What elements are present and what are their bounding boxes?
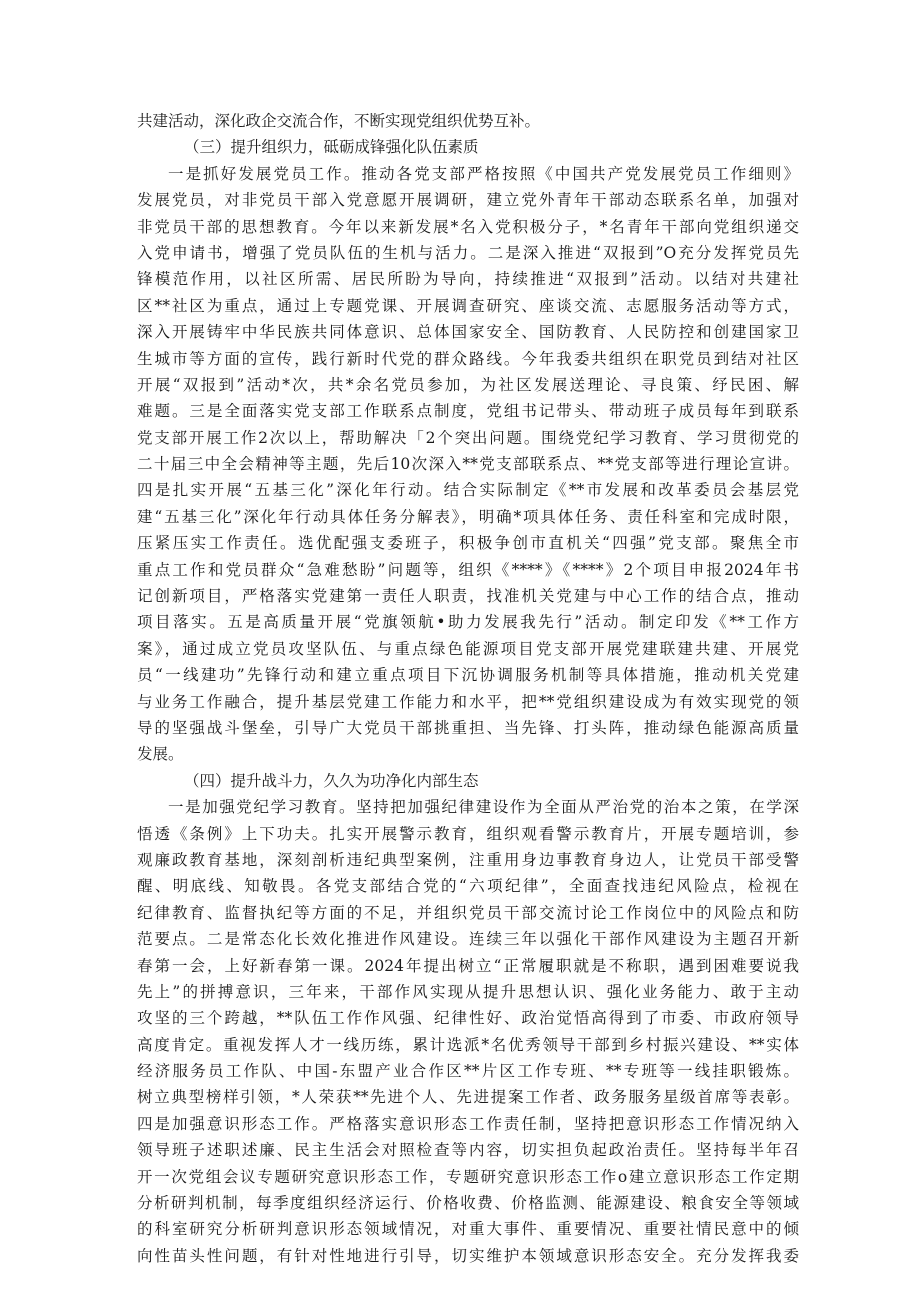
text-line: 醒、明底线、知敬畏。各党支部结合党的“六项纪律”，全面查找违纪风险点，检视在: [137, 877, 799, 896]
text-line: 二十届三中全会精神等主题，先后10次深入**党支部联系点、**党支部等进行理论宣讲。: [137, 455, 799, 474]
text-line: 区**社区为重点，通过上专题党课、开展调查研究、座谈交流、志愿服务活动等方式，: [137, 296, 799, 315]
text-line: 高度肯定。重视发挥人才一线历练，累计选派*名优秀领导干部到乡村振兴建设、**实体: [137, 1035, 799, 1054]
text-line: 四是扎实开展“五基三化”深化年行动。结合实际制定《**市发展和改革委员会基层党: [137, 481, 799, 500]
text-line: 项目落实。五是高质量开展“党旗领航•助力发展我先行”活动。制定印发《**工作方: [137, 613, 799, 632]
text-line: 难题。三是全面落实党支部工作联系点制度，党组书记带头、带动班子成员每年到联系: [137, 402, 799, 421]
text-line: 锋模范作用，以社区所需、居民所盼为导向，持续推进“双报到”活动。以结对共建社: [137, 270, 799, 289]
text-line: 范要点。二是常态化长效化推进作风建设。连续三年以强化干部作风建设为主题召开新: [137, 930, 799, 949]
text-line: 经济服务员工作队、中国-东盟产业合作区**片区工作专班、**专班等一线挂职锻炼。: [137, 1062, 799, 1081]
section-heading: （四）提升战斗力，久久为功净化内部生态: [184, 771, 479, 790]
text-line: 案》，通过成立党员攻坚队伍、与重点绿色能源项目党支部开展党建联建共建、开展党: [137, 639, 799, 658]
text-line: 压紧压实工作责任。选优配强支委班子，积极争创市直机关“四强”党支部。聚焦全市: [137, 534, 799, 553]
text-line: 发展。: [137, 745, 184, 764]
text-line: 重点工作和党员群众“急难愁盼”问题等，组织《****》《****》2个项目申报2024年书: [137, 560, 799, 579]
text-line: 向性苗头性问题，有针对性地进行引导，切实维护本领域意识形态安全。充分发挥我委: [137, 1246, 799, 1265]
text-line: 记创新项目，严格落实党建第一责任人职责，找准机关党建与中心工作的结合点，推动: [137, 587, 799, 606]
text-line: 开展“双报到”活动*次，共*余名党员参加，为社区发展送理论、寻良策、纾民困、解: [137, 375, 799, 394]
text-line: 建“五基三化”深化年行动具体任务分解表》，明确*项具体任务、责任科室和完成时限，: [137, 507, 799, 526]
text-line: 非党员干部的思想教育。今年以来新发展*名入党积极分子，*名青年干部向党组织递交: [137, 217, 799, 236]
text-line: 一是抓好发展党员工作。推动各党支部严格按照《中国共产党发展党员工作细则》: [168, 164, 799, 183]
text-line: 一是加强党纪学习教育。坚持把加强纪律建设作为全面从严治党的治本之策，在学深: [168, 798, 799, 817]
text-line: 生城市等方面的宣传，践行新时代党的群众路线。今年我委共组织在职党员到结对社区: [137, 349, 799, 368]
text-line: 春第一会，上好新春第一课。2024年提出树立“正常履职就是不称职，遇到困难要说我: [137, 956, 799, 975]
text-line: 攻坚的三个跨越，**队伍工作作风强、纪律性好、政治觉悟高得到了市委、市政府领导: [137, 1009, 799, 1028]
text-line: 共建活动，深化政企交流合作，不断实现党组织优势互补。: [137, 112, 541, 130]
text-line: 员“一线建功”先锋行动和建立重点项目下沉协调服务机制等具体措施，推动机关党建: [137, 666, 799, 685]
document-body: [137, 108, 799, 1269]
text-line: 观廉政教育基地，深刻剖析违纪典型案例，注重用身边事教育身边人，让党员干部受警: [137, 850, 799, 869]
text-line: 先上”的拼搏意识，三年来，干部作风实现从提升思想认识、强化业务能力、敢于主动: [137, 982, 799, 1001]
text-line: 发展党员，对非党员干部入党意愿开展调研，建立党外青年干部动态联系名单，加强对: [137, 191, 799, 210]
text-line: 树立典型榜样引领，*人荣获**先进个人、先进提案工作者、政务服务星级首席等表彰。: [137, 1088, 799, 1107]
text-line: 入党申请书，增强了党员队伍的生机与活力。二是深入推进“双报到”O充分发挥党员先: [137, 243, 799, 262]
text-line: 与业务工作融合，提升基层党建工作能力和水平，把**党组织建设成为有效实现党的领: [137, 692, 799, 711]
text-line: 分析研判机制，每季度组织经济运行、价格收费、价格监测、能源建设、粮食安全等领域: [137, 1194, 799, 1213]
text-line: 纪律教育、监督执纪等方面的不足，并组织党员干部交流讨论工作岗位中的风险点和防: [137, 903, 799, 922]
text-line: 导的坚强战斗堡垒，引导广大党员干部挑重担、当先锋、打头阵，推动绿色能源高质量: [137, 718, 799, 737]
text-line: 领导班子述职述廉、民主生活会对照检查等内容，切实担负起政治责任。坚持每半年召: [137, 1141, 799, 1160]
section-heading: （三）提升组织力，砥砺成锋强化队伍素质: [184, 138, 479, 157]
text-line: 悟透《条例》上下功夫。扎实开展警示教育，组织观看警示教育片，开展专题培训，参: [137, 824, 799, 843]
text-line: 的科室研究分析研判意识形态领域情况，对重大事件、重要情况、重要社情民意中的倾: [137, 1220, 799, 1239]
text-line: 党支部开展工作2次以上，帮助解决「2个突出问题。围绕党纪学习教育、学习贯彻党的: [137, 428, 799, 447]
text-line: 深入开展铸牢中华民族共同体意识、总体国家安全、国防教育、人民防控和创建国家卫: [137, 323, 799, 342]
text-line: 开一次党组会议专题研究意识形态工作，专题研究意识形态工作o建立意识形态工作定期: [137, 1167, 799, 1186]
text-line: 四是加强意识形态工作。严格落实意识形态工作责任制，坚持把意识形态工作情况纳入: [137, 1114, 799, 1133]
